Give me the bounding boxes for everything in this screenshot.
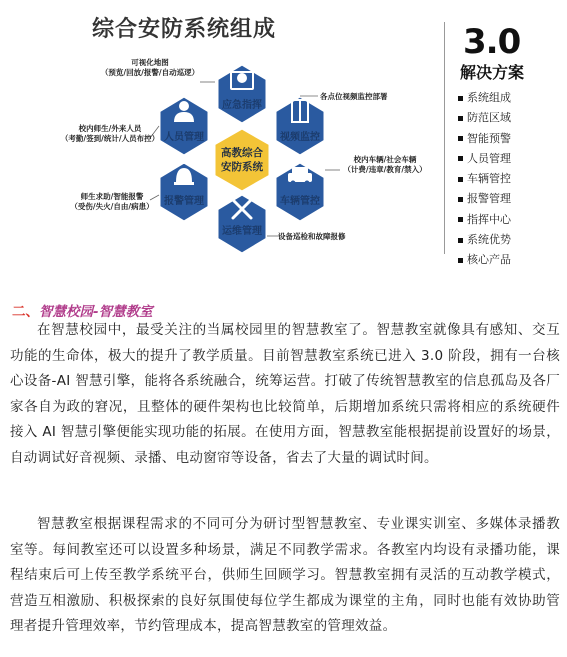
note-alarm (70, 192, 153, 212)
hex-label-emergency: 应急指挥 (222, 100, 262, 111)
divider (444, 22, 445, 254)
menu-item-label: 车辆管控 (467, 172, 511, 186)
solution-menu (458, 88, 511, 271)
hex-label-center (221, 146, 263, 174)
menu-item-label: 智能预警 (467, 131, 511, 145)
menu-item-label: 报警管理 (467, 192, 511, 206)
note-vehicle (343, 155, 426, 175)
hex-emergency (217, 64, 267, 124)
section-number: 二、 (12, 304, 39, 320)
version-label: 3.0 (463, 22, 521, 62)
menu-item-label: 系统组成 (467, 91, 511, 104)
menu-item-label: 指挥中心 (467, 212, 511, 226)
note-personnel (61, 124, 159, 144)
square-bullet-icon (458, 217, 463, 222)
square-bullet-icon (458, 156, 463, 161)
figure-title: 综合安防系统组成 (92, 17, 277, 42)
paragraph-1: 在智慧校园中，最受关注的当属校园里的智慧教室了。智慧教室就像具有感知、交互功能的生命体，极大的提升了教学质量。目前智慧教室系统已进入 3.0 阶段，拥有一台核心设备-AI 智慧引擎，能将各系统融合，统筹运营。打破了传统智慧教室的信息孤岛及各厂家各自为政的窘况，且整体的硬件架构也比较简单，后期增加系统只需将相应的系统硬件接入 AI 智慧引擎便能实现功能的拓展。在使用方面，智慧教室能根据提前设置好的场景，自动调试好音视频、录播、电动窗帘等设备，省去了大量的调试时间。 (10, 322, 560, 466)
hex-label-personnel: 人员管理 (164, 132, 204, 143)
paragraph-2: 智慧教室根据课程需求的不同可分为研讨型智慧教室、专业课实训室、多媒体录播教室等。每间教室还可以设置多种场景，满足不同教学需求。各教室内均设有录播功能，课程结束后可上传至教学系统平台，供师生回顾学习。智慧教室拥有灵活的互动教学模式，营造互相激励、积极探索的良好氛围使每位学生都成为课堂的主角，同时也能有效协助管理者提升管理效率，节约管理成本，提高智慧教室的管理效益。 (10, 516, 560, 634)
menu-item (458, 108, 511, 128)
square-bullet-icon (458, 96, 463, 101)
security-system-figure (0, 0, 567, 290)
note-vehicle-line1: 校内车辆/社会车辆 (353, 155, 417, 164)
hex-personnel (159, 96, 209, 156)
square-bullet-icon (458, 136, 463, 141)
menu-item-label: 人员管理 (467, 151, 511, 165)
hex-alarm (159, 160, 209, 222)
menu-item-label: 防范区域 (467, 111, 511, 125)
hex-label-vehicle: 车辆管控 (280, 196, 320, 207)
menu-item (458, 210, 511, 230)
hex-label-alarm: 报警管理 (164, 196, 204, 207)
menu-item (458, 189, 511, 209)
square-bullet-icon (458, 116, 463, 121)
hex-label-ops: 运维管理 (222, 226, 262, 237)
note-video: 各点位视频监控部署 (320, 92, 388, 101)
note-map-line1: 可视化地图 (131, 58, 169, 67)
solution-label: 解决方案 (460, 63, 525, 82)
menu-item-label: 核心产品 (467, 253, 511, 267)
hex-label-video: 视频监控 (280, 132, 320, 143)
menu-item (458, 169, 511, 189)
note-map-line2: （预览/回放/报警/自动巡逻） (100, 68, 200, 77)
note-alarm-line1: 师生求助/智能报警 (80, 192, 144, 201)
section-title: 智慧校园-智慧教室 (39, 304, 153, 320)
menu-item (458, 250, 511, 270)
square-bullet-icon (458, 197, 463, 202)
menu-item (458, 88, 511, 108)
center-label-line2: 安防系统 (221, 161, 263, 173)
square-bullet-icon (458, 258, 463, 263)
square-bullet-icon (458, 238, 463, 243)
square-bullet-icon (458, 177, 463, 182)
note-map (101, 58, 199, 78)
note-personnel-line2: （考勤/签到/统计/人员布控） (60, 134, 160, 143)
menu-item-label: 系统优势 (467, 233, 511, 247)
menu-item (458, 129, 511, 149)
center-label-line1: 高教综合 (221, 147, 263, 159)
menu-item (458, 149, 511, 169)
note-alarm-line2: （受伤/失火/自由/病患） (70, 202, 154, 211)
note-ops: 设备巡检和故障报修 (278, 232, 346, 241)
note-vehicle-line2: （计费/违章/教育/禁入） (343, 165, 427, 174)
menu-item (458, 230, 511, 250)
note-personnel-line1: 校内师生/外来人员 (78, 124, 142, 133)
section-heading (12, 300, 153, 320)
hex-video (275, 96, 325, 156)
